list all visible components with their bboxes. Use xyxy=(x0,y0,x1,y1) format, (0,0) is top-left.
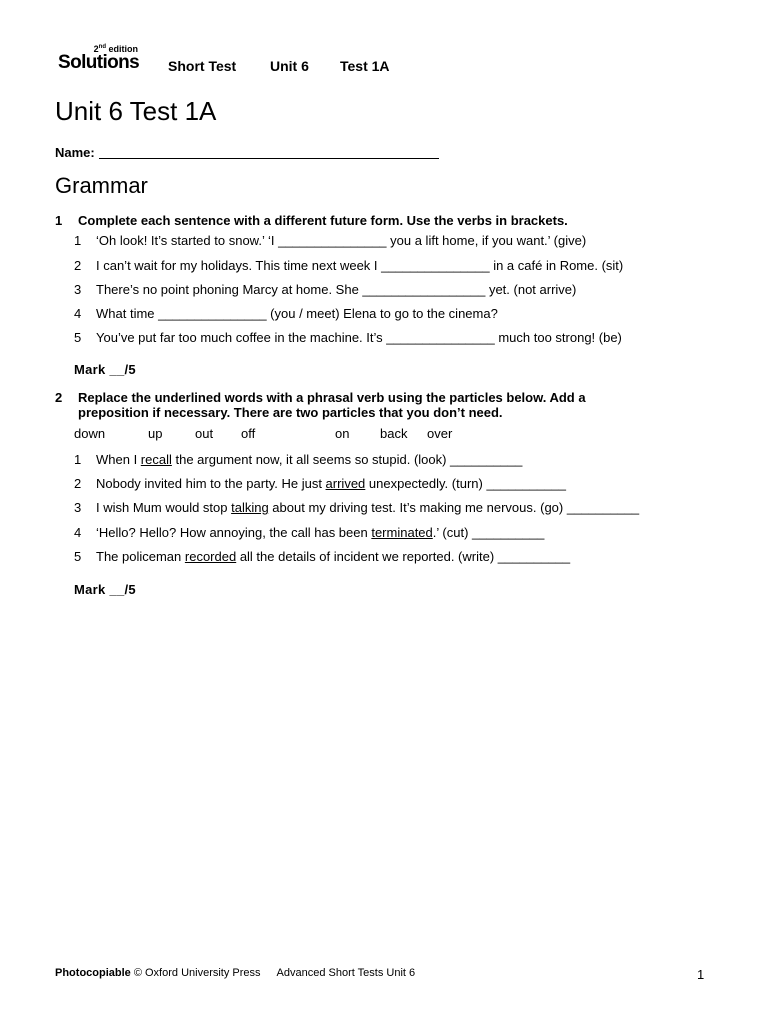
underlined-word: recall xyxy=(140,452,172,467)
question-1-instruction: Complete each sentence with a different future form. Use the verbs in brackets. xyxy=(78,213,568,228)
footer-photocopiable: Photocopiable xyxy=(55,967,131,979)
q2-mark: Mark __/5 xyxy=(74,582,136,597)
solutions-logo xyxy=(58,44,140,74)
particle: down xyxy=(74,426,106,441)
question-2-number: 2 xyxy=(55,390,63,405)
name-input-line[interactable] xyxy=(99,146,439,159)
logo-edition: 2nd edition xyxy=(93,44,138,54)
particle: out xyxy=(195,426,214,441)
underlined-word: terminated xyxy=(371,525,433,540)
name-field[interactable] xyxy=(55,145,439,160)
underlined-word: arrived xyxy=(325,476,366,491)
footer-copyright: © Oxford University Press xyxy=(130,967,261,979)
underlined-word: talking xyxy=(231,500,269,515)
logo-wordmark: Solutions xyxy=(58,52,140,73)
particle: up xyxy=(148,426,163,441)
page-number: 1 xyxy=(697,967,705,982)
particle: on xyxy=(335,426,350,441)
footer-series: Advanced Short Tests Unit 6 xyxy=(276,967,416,979)
underlined-word: recorded xyxy=(184,549,237,564)
particle: over xyxy=(427,426,453,441)
name-label: Name: xyxy=(55,145,95,160)
page-title: Unit 6 Test 1A xyxy=(55,96,217,126)
footer xyxy=(55,967,415,979)
header-unit: Unit 6 xyxy=(270,58,309,74)
q1-mark: Mark __/5 xyxy=(74,362,136,377)
particle: back xyxy=(380,426,408,441)
particle: off xyxy=(241,426,256,441)
question-1-number: 1 xyxy=(55,213,63,228)
header-short-test: Short Test xyxy=(168,58,237,74)
question-2-instruction-line2: preposition if necessary. There are two particles that you don’t need. xyxy=(78,405,503,420)
question-2-instruction-line1: Replace the underlined words with a phrasal verb using the particles below. Add a xyxy=(78,390,586,405)
section-heading: Grammar xyxy=(55,173,148,198)
header-test: Test 1A xyxy=(340,58,390,74)
